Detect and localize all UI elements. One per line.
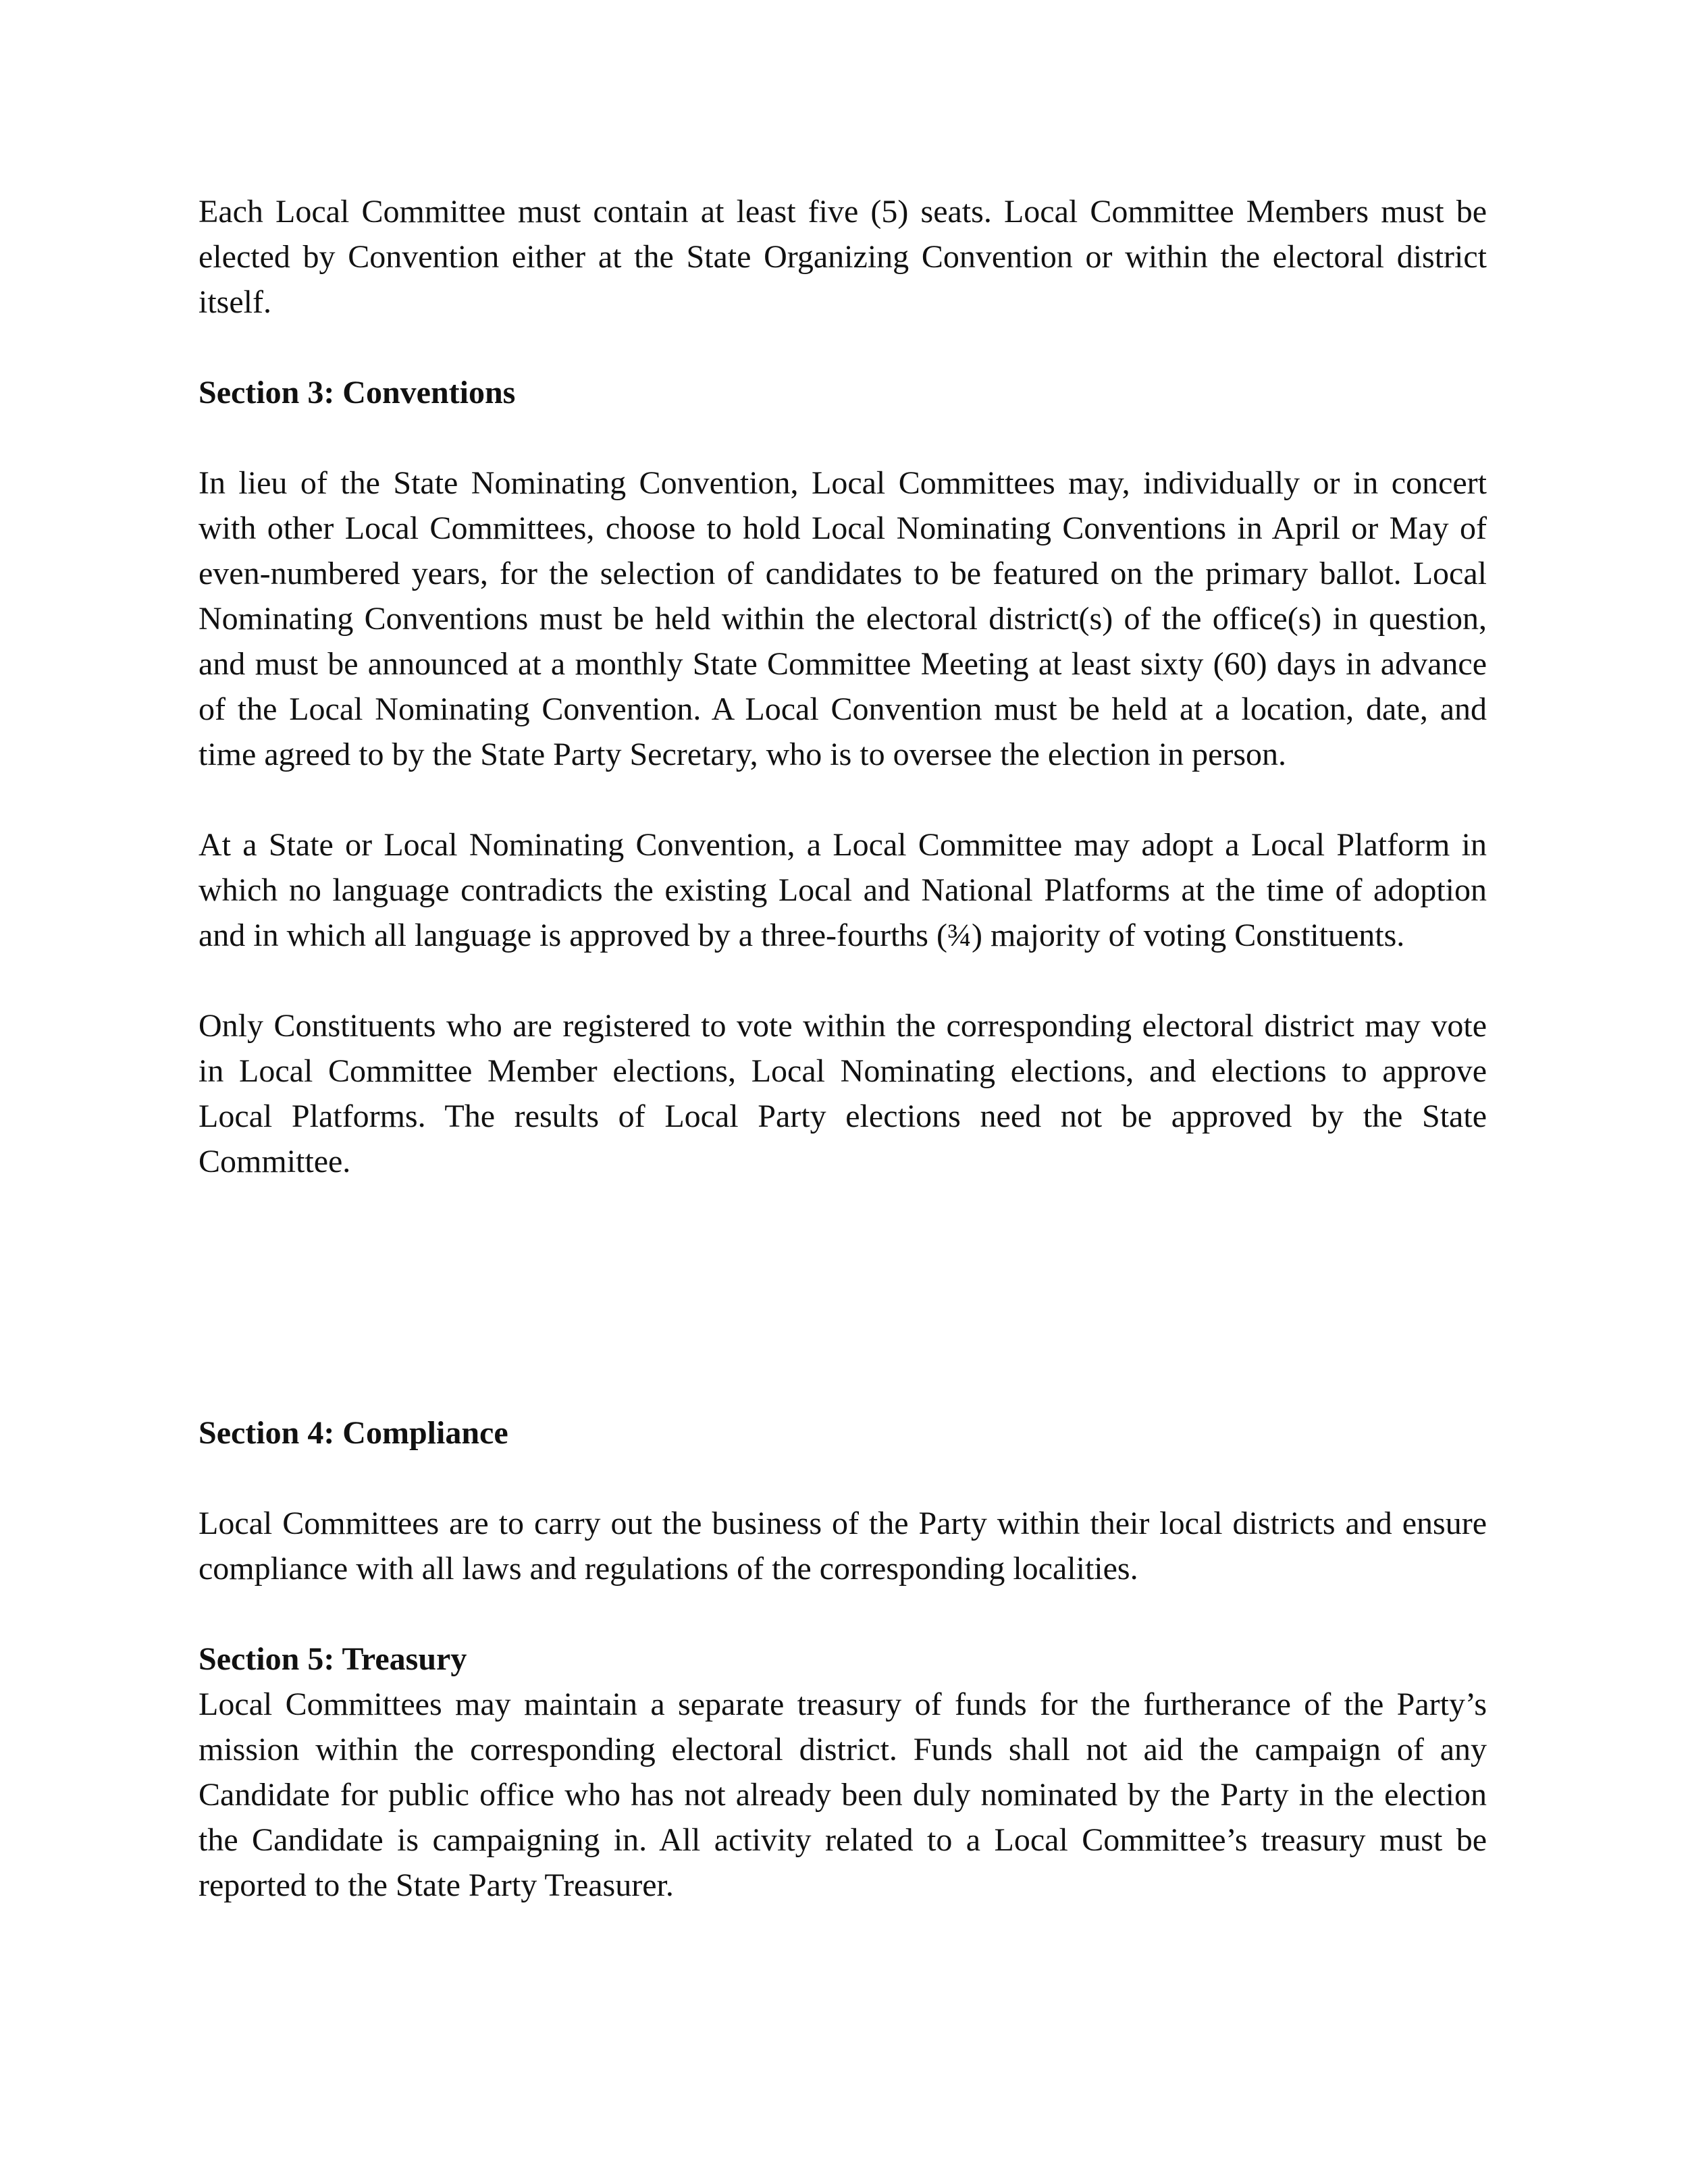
- section-5-heading: Section 5: Treasury: [199, 1641, 467, 1677]
- intro-paragraph: Each Local Committee must contain at least five (5) seats. Local Committee Members must be elected by Convention either at the State Organizing Convention or within the electoral district itself.: [199, 194, 1487, 320]
- section-3-heading: Section 3: Conventions: [199, 375, 516, 410]
- section-3-paragraph-1: In lieu of the State Nominating Convention, Local Committees may, individually or in concert with other Local Committees, choose to hold Local Nominating Conventions in April or May of even-numbered years, for the selection of candidates to be featured on the primary ballot. Local Nominating Conventions must be held within the electoral district(s) of the office(s) in question, and must be announced at a monthly State Committee Meeting at least sixty (60) days in advance of the Local Nominating Convention. A Local Convention must be held at a location, date, and time agreed to by the State Party Secretary, who is to oversee the election in person.: [199, 465, 1487, 772]
- section-5-paragraph-1: Local Committees may maintain a separate treasury of funds for the furtherance of the Party’s mission within the corresponding electoral district. Funds shall not aid the campaign of any Candidate for public office who has not already been duly nominated by the Party in the election the Candidate is campaigning in. All activity related to a Local Committee’s treasury must be reported to the State Party Treasurer.: [199, 1686, 1487, 1903]
- section-3-paragraph-2: At a State or Local Nominating Convention, a Local Committee may adopt a Local Platform in which no language contradicts the existing Local and National Platforms at the time of adoption and in which all language is approved by a three-fourths (¾) majority of voting Constituents.: [199, 827, 1487, 953]
- document-page: [199, 189, 1487, 1953]
- section-3-paragraph-3: Only Constituents who are registered to vote within the corresponding electoral district may vote in Local Committee Member elections, Local Nominating elections, and elections to approve Local Platforms. The results of Local Party elections need not be approved by the State Committee.: [199, 1008, 1487, 1179]
- section-4-paragraph-1: Local Committees are to carry out the business of the Party within their local districts and ensure compliance with all laws and regulations of the corresponding localities.: [199, 1506, 1487, 1587]
- section-4-heading: Section 4: Compliance: [199, 1415, 508, 1451]
- blank-space: [199, 1229, 1487, 1410]
